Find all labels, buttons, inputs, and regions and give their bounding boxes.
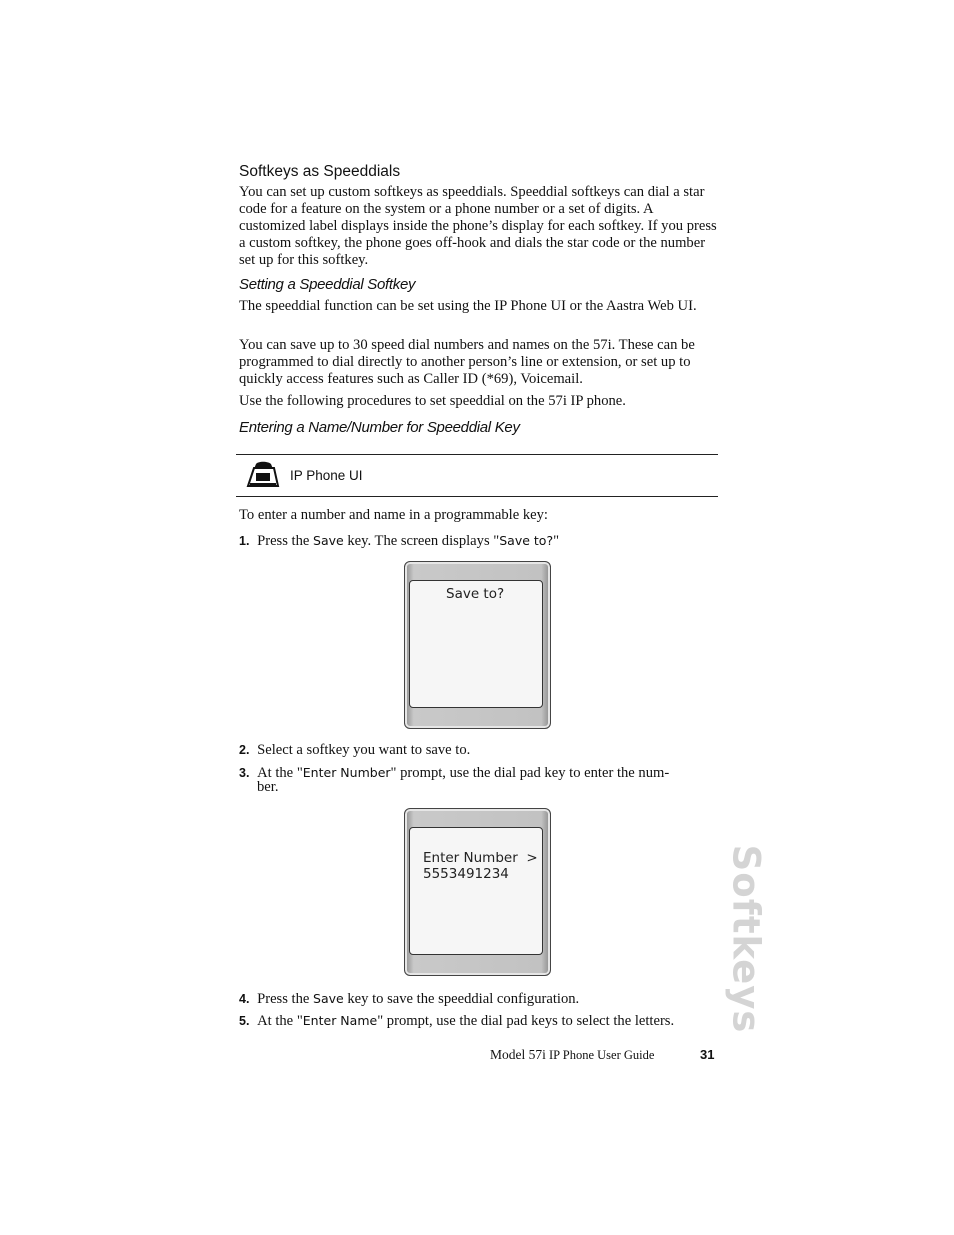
step-3-continuation: ber. [257, 779, 279, 795]
subsection-paragraph-2: You can save up to 30 speed dial numbers and names on the 57i. These can be programmed to dial directly to another person’s line or extension, or set up to quickly access features such as Caller ID (*69), Voicemail. [239, 337, 695, 387]
ip-phone-ui-label: IP Phone UI [290, 468, 363, 483]
phone-display-2 [404, 808, 551, 976]
keyword-save-to: Save to? [499, 533, 554, 548]
procedure-title: Entering a Name/Number for Speeddial Key [239, 419, 520, 436]
display-number: 5553491234 [423, 866, 509, 882]
page-footer [490, 1047, 654, 1063]
display-text: Save to? [446, 586, 505, 602]
keyword-enter-name: Enter Name [302, 1013, 378, 1028]
step-5: 5. At the "Enter Name" prompt, use the dial pad keys to select the letters. [239, 1013, 675, 1029]
step-number: 1. [239, 534, 250, 548]
step-4: 4. Press the Save key to save the speeddial configuration. [239, 991, 580, 1007]
step-3: 3. At the "Enter Number" prompt, use the dial pad key to enter the num- [239, 765, 670, 781]
chapter-side-tab: Softkeys [724, 844, 768, 1034]
step-2: 2. Select a softkey you want to save to. [239, 742, 471, 758]
footer-model: Model 57i [490, 1047, 546, 1062]
footer-guide: IP Phone User Guide [545, 1048, 655, 1062]
divider-top [236, 454, 718, 455]
keyword-enter-number: Enter Number [302, 765, 391, 780]
phone-icon [244, 460, 282, 490]
display-prompt: Enter Number > [423, 850, 538, 866]
keyword-save: Save [313, 991, 344, 1006]
keyword-save: Save [313, 533, 344, 548]
display-screen [409, 827, 543, 955]
subsection-paragraph-3: Use the following procedures to set speeddial on the 57i IP phone. [239, 393, 626, 409]
subsection-title: Setting a Speeddial Softkey [239, 276, 416, 293]
page-number: 31 [700, 1047, 715, 1062]
procedure-intro: To enter a number and name in a programmable key: [239, 507, 548, 523]
section-intro: You can set up custom softkeys as speeddials. Speeddial softkeys can dial a star code for a feature on the system or a phone number or a set of digits. A customized label displays inside the phone’s display for each softkey. If you press a custom softkey, the phone goes off-hook and dials the star code or the number set up for this softkey. [239, 184, 717, 268]
step-1: 1. Press the Save key. The screen displays "Save to?" [239, 533, 560, 549]
section-title: Softkeys as Speeddials [239, 163, 401, 180]
phone-display-1 [404, 561, 551, 729]
divider-bottom [236, 496, 718, 497]
subsection-paragraph-1: The speeddial function can be set using the IP Phone UI or the Aastra Web UI. [239, 298, 697, 314]
display-screen [409, 580, 543, 708]
